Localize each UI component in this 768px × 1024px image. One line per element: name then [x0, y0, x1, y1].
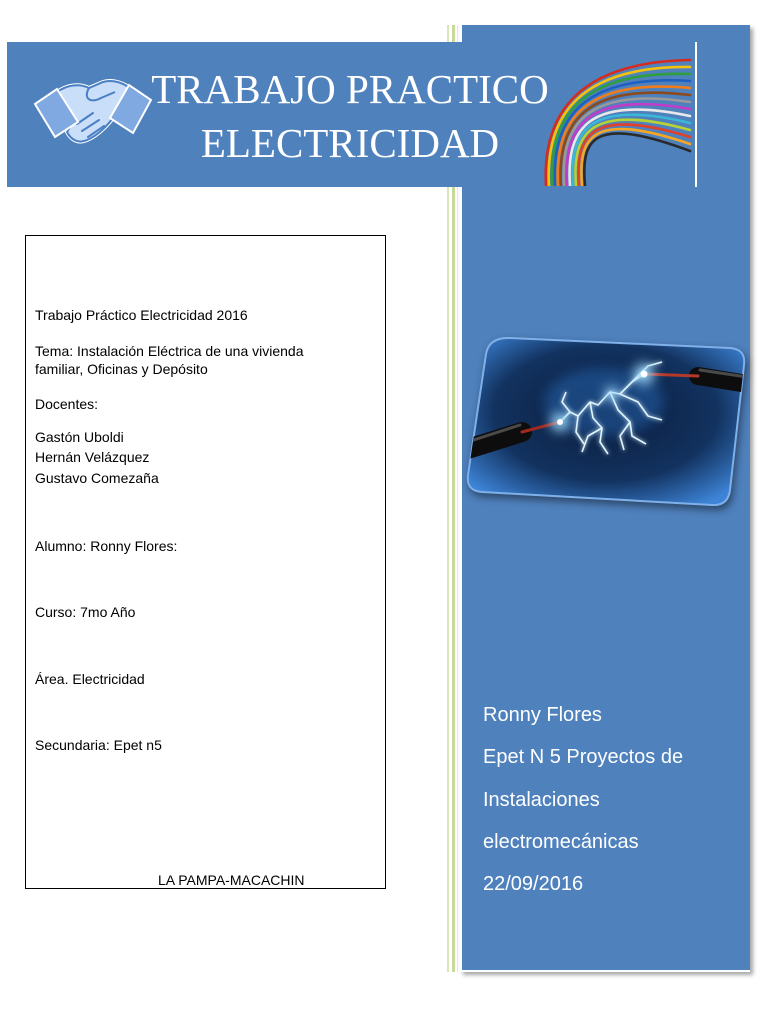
- organization-line: electromecánicas: [483, 830, 639, 853]
- title-line-1: TRABAJO PRACTICO: [151, 66, 549, 112]
- document-date: 22/09/2016: [483, 873, 584, 896]
- location-label: LA PAMPA-MACACHIN: [158, 872, 305, 888]
- course-year: Curso: 7mo Año: [35, 604, 136, 620]
- info-box: [25, 235, 386, 889]
- teacher-name: Gastón Uboldi: [35, 429, 124, 445]
- electric-spark-icon: [462, 332, 750, 510]
- teacher-name: Gustavo Comezaña: [35, 470, 159, 486]
- school-name: Secundaria: Epet n5: [35, 737, 162, 753]
- title-line-2: ELECTRICIDAD: [200, 120, 500, 166]
- organization-line: Epet N 5 Proyectos de: [483, 746, 684, 769]
- teachers-label: Docentes:: [35, 396, 99, 412]
- teacher-name: Hernán Velázquez: [35, 449, 150, 465]
- topic-line-1: Tema: Instalación Eléctrica de una vivienda: [35, 343, 304, 359]
- course-title: Trabajo Práctico Electricidad 2016: [35, 307, 248, 323]
- organization-line: Instalaciones: [483, 788, 600, 811]
- student-name: Alumno: Ronny Flores:: [35, 538, 178, 554]
- sidebar-text: [483, 694, 745, 905]
- page-title: [100, 62, 600, 170]
- topic-line-2: familiar, Oficinas y Depósito: [35, 361, 208, 377]
- subject-area: Área. Electricidad: [35, 671, 145, 687]
- author-name: Ronny Flores: [483, 704, 602, 726]
